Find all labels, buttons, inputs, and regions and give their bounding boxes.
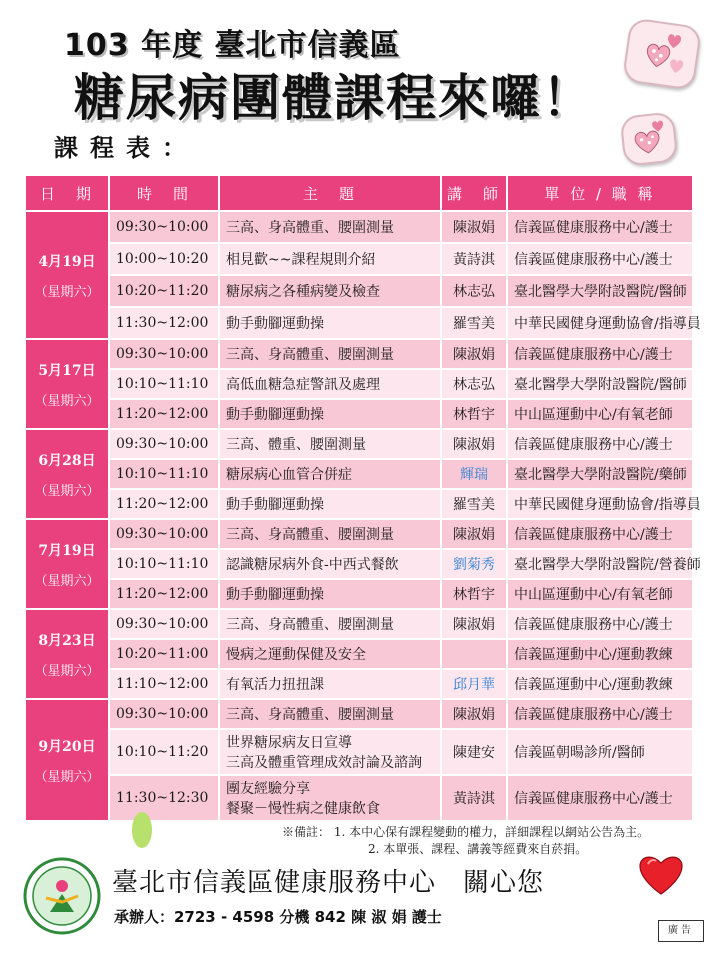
topic-text: 糖尿病心血管合併症 bbox=[226, 467, 352, 483]
unit-cell: 臺北醫學大學附設醫院/醫師 bbox=[507, 275, 693, 307]
topic-cell bbox=[219, 775, 441, 821]
lecturer-cell: 邱月華 bbox=[441, 669, 507, 699]
topic-text: 動手動腳運動操 bbox=[226, 316, 324, 332]
unit-cell: 信義區健康服務中心/護士 bbox=[507, 699, 693, 729]
table-row bbox=[25, 369, 693, 399]
lecturer-cell: 黃詩淇 bbox=[441, 243, 507, 275]
health-center-logo-icon bbox=[22, 856, 102, 936]
unit-cell: 臺北醫學大學附設醫院/醫師 bbox=[507, 369, 693, 399]
topic-text: 三高、身高體重、腰圍測量 bbox=[226, 527, 394, 543]
footer-title: 臺北市信義區健康服務中心 關心您 bbox=[112, 868, 545, 898]
lecturer-cell: 黃詩淇 bbox=[441, 775, 507, 821]
lecturer-cell: 陳淑娟 bbox=[441, 609, 507, 639]
footnote-line-1: ※備註： 1. 本中心保有課程變動的權力，詳細課程以網站公告為主。 bbox=[282, 825, 650, 839]
session-date-cell bbox=[25, 211, 109, 339]
session-date: 7月19日 bbox=[38, 542, 96, 559]
topic-cell bbox=[219, 243, 441, 275]
table-row bbox=[25, 519, 693, 549]
session-weekday: （星期六） bbox=[34, 483, 100, 499]
topic-text: 認識糖尿病外食-中西式餐飲 bbox=[226, 557, 399, 573]
table-row bbox=[25, 429, 693, 459]
unit-cell: 信義區健康服務中心/護士 bbox=[507, 609, 693, 639]
unit-cell: 中山區運動中心/有氧老師 bbox=[507, 579, 693, 609]
time-cell: 09:30~10:00 bbox=[109, 699, 219, 729]
unit-cell: 中華民國健身運動協會/指導員 bbox=[507, 307, 693, 339]
topic-cell bbox=[219, 211, 441, 243]
session-weekday: （星期六） bbox=[34, 769, 100, 785]
table-row bbox=[25, 549, 693, 579]
unit-cell: 臺北醫學大學附設醫院/營養師 bbox=[507, 549, 693, 579]
unit-cell: 中山區運動中心/有氧老師 bbox=[507, 399, 693, 429]
topic-text: 三高、身高體重、腰圍測量 bbox=[226, 220, 394, 236]
lecturer-cell bbox=[441, 639, 507, 669]
unit-cell: 信義區健康服務中心/護士 bbox=[507, 429, 693, 459]
lecturer-cell: 陳淑娟 bbox=[441, 211, 507, 243]
session-date: 4月19日 bbox=[38, 253, 96, 270]
unit-cell: 信義區運動中心/運動教練 bbox=[507, 669, 693, 699]
topic-cell bbox=[219, 429, 441, 459]
topic-text: 團友經驗分享 bbox=[226, 781, 310, 797]
footnote-line-2: 2. 本單張、課程、講義等經費來自菸捐。 bbox=[368, 842, 588, 856]
time-cell: 11:20~12:00 bbox=[109, 579, 219, 609]
topic-text: 動手動腳運動操 bbox=[226, 497, 324, 513]
topic-text: 動手動腳運動操 bbox=[226, 407, 324, 423]
title-schedule-label: 課程表： bbox=[54, 134, 198, 162]
time-cell: 11:20~12:00 bbox=[109, 489, 219, 519]
topic-cell bbox=[219, 369, 441, 399]
topic-text: 慢病之運動保健及安全 bbox=[226, 647, 366, 663]
topic-cell bbox=[219, 549, 441, 579]
time-cell: 09:30~10:00 bbox=[109, 339, 219, 369]
topic-cell bbox=[219, 519, 441, 549]
topic-text: 三高、身高體重、腰圍測量 bbox=[226, 617, 394, 633]
time-cell: 11:30~12:00 bbox=[109, 307, 219, 339]
session-date: 9月20日 bbox=[38, 738, 96, 755]
column-header-date: 日 期 bbox=[25, 175, 109, 211]
lecturer-cell: 劉菊秀 bbox=[441, 549, 507, 579]
session-weekday: （星期六） bbox=[34, 663, 100, 679]
time-cell: 09:30~10:00 bbox=[109, 519, 219, 549]
leaf-decoration-icon bbox=[132, 812, 152, 848]
table-row bbox=[25, 639, 693, 669]
session-date-cell bbox=[25, 339, 109, 429]
session-date-cell bbox=[25, 699, 109, 821]
footnote bbox=[282, 824, 649, 858]
topic-cell bbox=[219, 699, 441, 729]
time-cell: 11:10~12:00 bbox=[109, 669, 219, 699]
table-row bbox=[25, 275, 693, 307]
red-heart-icon bbox=[636, 850, 686, 900]
time-cell: 10:10~11:10 bbox=[109, 459, 219, 489]
table-row bbox=[25, 339, 693, 369]
lecturer-cell: 羅雪美 bbox=[441, 489, 507, 519]
table-row bbox=[25, 669, 693, 699]
heart-decoration-icon bbox=[620, 111, 679, 166]
topic-cell bbox=[219, 729, 441, 775]
table-row bbox=[25, 243, 693, 275]
column-header-lecturer: 講 師 bbox=[441, 175, 507, 211]
hearts-decoration-icon bbox=[622, 17, 702, 90]
table-header-row bbox=[25, 175, 693, 211]
time-cell: 10:10~11:10 bbox=[109, 549, 219, 579]
time-cell: 10:00~10:20 bbox=[109, 243, 219, 275]
time-cell: 11:20~12:00 bbox=[109, 399, 219, 429]
lecturer-cell: 羅雪美 bbox=[441, 307, 507, 339]
session-date: 6月28日 bbox=[38, 452, 96, 469]
table-row bbox=[25, 609, 693, 639]
topic-text: 相見歡~~課程規則介紹 bbox=[226, 252, 376, 268]
unit-cell: 信義區健康服務中心/護士 bbox=[507, 211, 693, 243]
lecturer-cell: 林志弘 bbox=[441, 369, 507, 399]
topic-cell bbox=[219, 669, 441, 699]
topic-text: 高低血糖急症警訊及處理 bbox=[226, 377, 380, 393]
topic-cell bbox=[219, 579, 441, 609]
session-weekday: （星期六） bbox=[34, 573, 100, 589]
unit-cell: 信義區健康服務中心/護士 bbox=[507, 519, 693, 549]
table-row bbox=[25, 579, 693, 609]
time-cell: 10:10~11:10 bbox=[109, 369, 219, 399]
topic-text: 三高、身高體重、腰圍測量 bbox=[226, 347, 394, 363]
table-row bbox=[25, 729, 693, 775]
time-cell: 10:20~11:00 bbox=[109, 639, 219, 669]
title-year-district: 103 年度 臺北市信義區 bbox=[64, 28, 401, 63]
lecturer-cell: 陳淑娟 bbox=[441, 429, 507, 459]
course-schedule-table bbox=[24, 174, 701, 822]
topic-cell bbox=[219, 275, 441, 307]
topic-text: 三高、體重、腰圍測量 bbox=[226, 437, 366, 453]
topic-cell bbox=[219, 639, 441, 669]
unit-cell: 信義區健康服務中心/護士 bbox=[507, 339, 693, 369]
session-date: 8月23日 bbox=[38, 632, 96, 649]
table-row bbox=[25, 459, 693, 489]
time-cell: 09:30~10:00 bbox=[109, 211, 219, 243]
lecturer-cell: 林哲宇 bbox=[441, 399, 507, 429]
table-row bbox=[25, 307, 693, 339]
topic-cell bbox=[219, 489, 441, 519]
session-date-cell bbox=[25, 519, 109, 609]
lecturer-cell: 陳建安 bbox=[441, 729, 507, 775]
table-row bbox=[25, 775, 693, 821]
topic-cell bbox=[219, 339, 441, 369]
lecturer-cell: 陳淑娟 bbox=[441, 699, 507, 729]
topic-text: 糖尿病之各種病變及檢查 bbox=[226, 284, 380, 300]
unit-cell: 信義區朝暘診所/醫師 bbox=[507, 729, 693, 775]
topic-cell bbox=[219, 307, 441, 339]
ad-label: 廣告 bbox=[658, 920, 704, 942]
time-cell: 10:20~11:20 bbox=[109, 275, 219, 307]
title-main: 糖尿病團體課程來囉！ bbox=[74, 69, 594, 127]
session-date: 5月17日 bbox=[38, 362, 96, 379]
time-cell: 11:30~12:30 bbox=[109, 775, 219, 821]
topic-text: 世界糖尿病友日宣導 bbox=[226, 735, 352, 751]
table-row bbox=[25, 399, 693, 429]
unit-cell: 信義區運動中心/運動教練 bbox=[507, 639, 693, 669]
unit-cell: 臺北醫學大學附設醫院/藥師 bbox=[507, 459, 693, 489]
time-cell: 09:30~10:00 bbox=[109, 609, 219, 639]
topic-text: 三高、身高體重、腰圍測量 bbox=[226, 707, 394, 723]
column-header-topic: 主 題 bbox=[219, 175, 441, 211]
topic-cell bbox=[219, 459, 441, 489]
lecturer-cell: 林志弘 bbox=[441, 275, 507, 307]
session-weekday: （星期六） bbox=[34, 393, 100, 409]
unit-cell: 信義區健康服務中心/護士 bbox=[507, 243, 693, 275]
time-cell: 10:10~11:20 bbox=[109, 729, 219, 775]
topic-text: 有氧活力扭扭課 bbox=[226, 677, 324, 693]
table-row bbox=[25, 489, 693, 519]
lecturer-cell: 輝瑞 bbox=[441, 459, 507, 489]
lecturer-cell: 林哲宇 bbox=[441, 579, 507, 609]
column-header-unit: 單 位 / 職 稱 bbox=[507, 175, 693, 211]
topic-cell bbox=[219, 399, 441, 429]
topic-cell bbox=[219, 609, 441, 639]
lecturer-cell: 陳淑娟 bbox=[441, 339, 507, 369]
column-header-time: 時 間 bbox=[109, 175, 219, 211]
session-date-cell bbox=[25, 429, 109, 519]
unit-cell: 信義區健康服務中心/護士 bbox=[507, 775, 693, 821]
lecturer-cell: 陳淑娟 bbox=[441, 519, 507, 549]
session-date-cell bbox=[25, 609, 109, 699]
topic-text-line-2: 三高及體重管理成效討論及諮詢 bbox=[226, 755, 422, 771]
session-weekday: （星期六） bbox=[34, 284, 100, 300]
topic-text: 動手動腳運動操 bbox=[226, 587, 324, 603]
footer-contact: 承辦人：2723 - 4598 分機 842 陳 淑 娟 護士 bbox=[114, 908, 442, 926]
table-row bbox=[25, 699, 693, 729]
topic-text-line-2: 餐聚－慢性病之健康飲食 bbox=[226, 801, 380, 817]
table-row bbox=[25, 211, 693, 243]
unit-cell: 中華民國健身運動協會/指導員 bbox=[507, 489, 693, 519]
time-cell: 09:30~10:00 bbox=[109, 429, 219, 459]
